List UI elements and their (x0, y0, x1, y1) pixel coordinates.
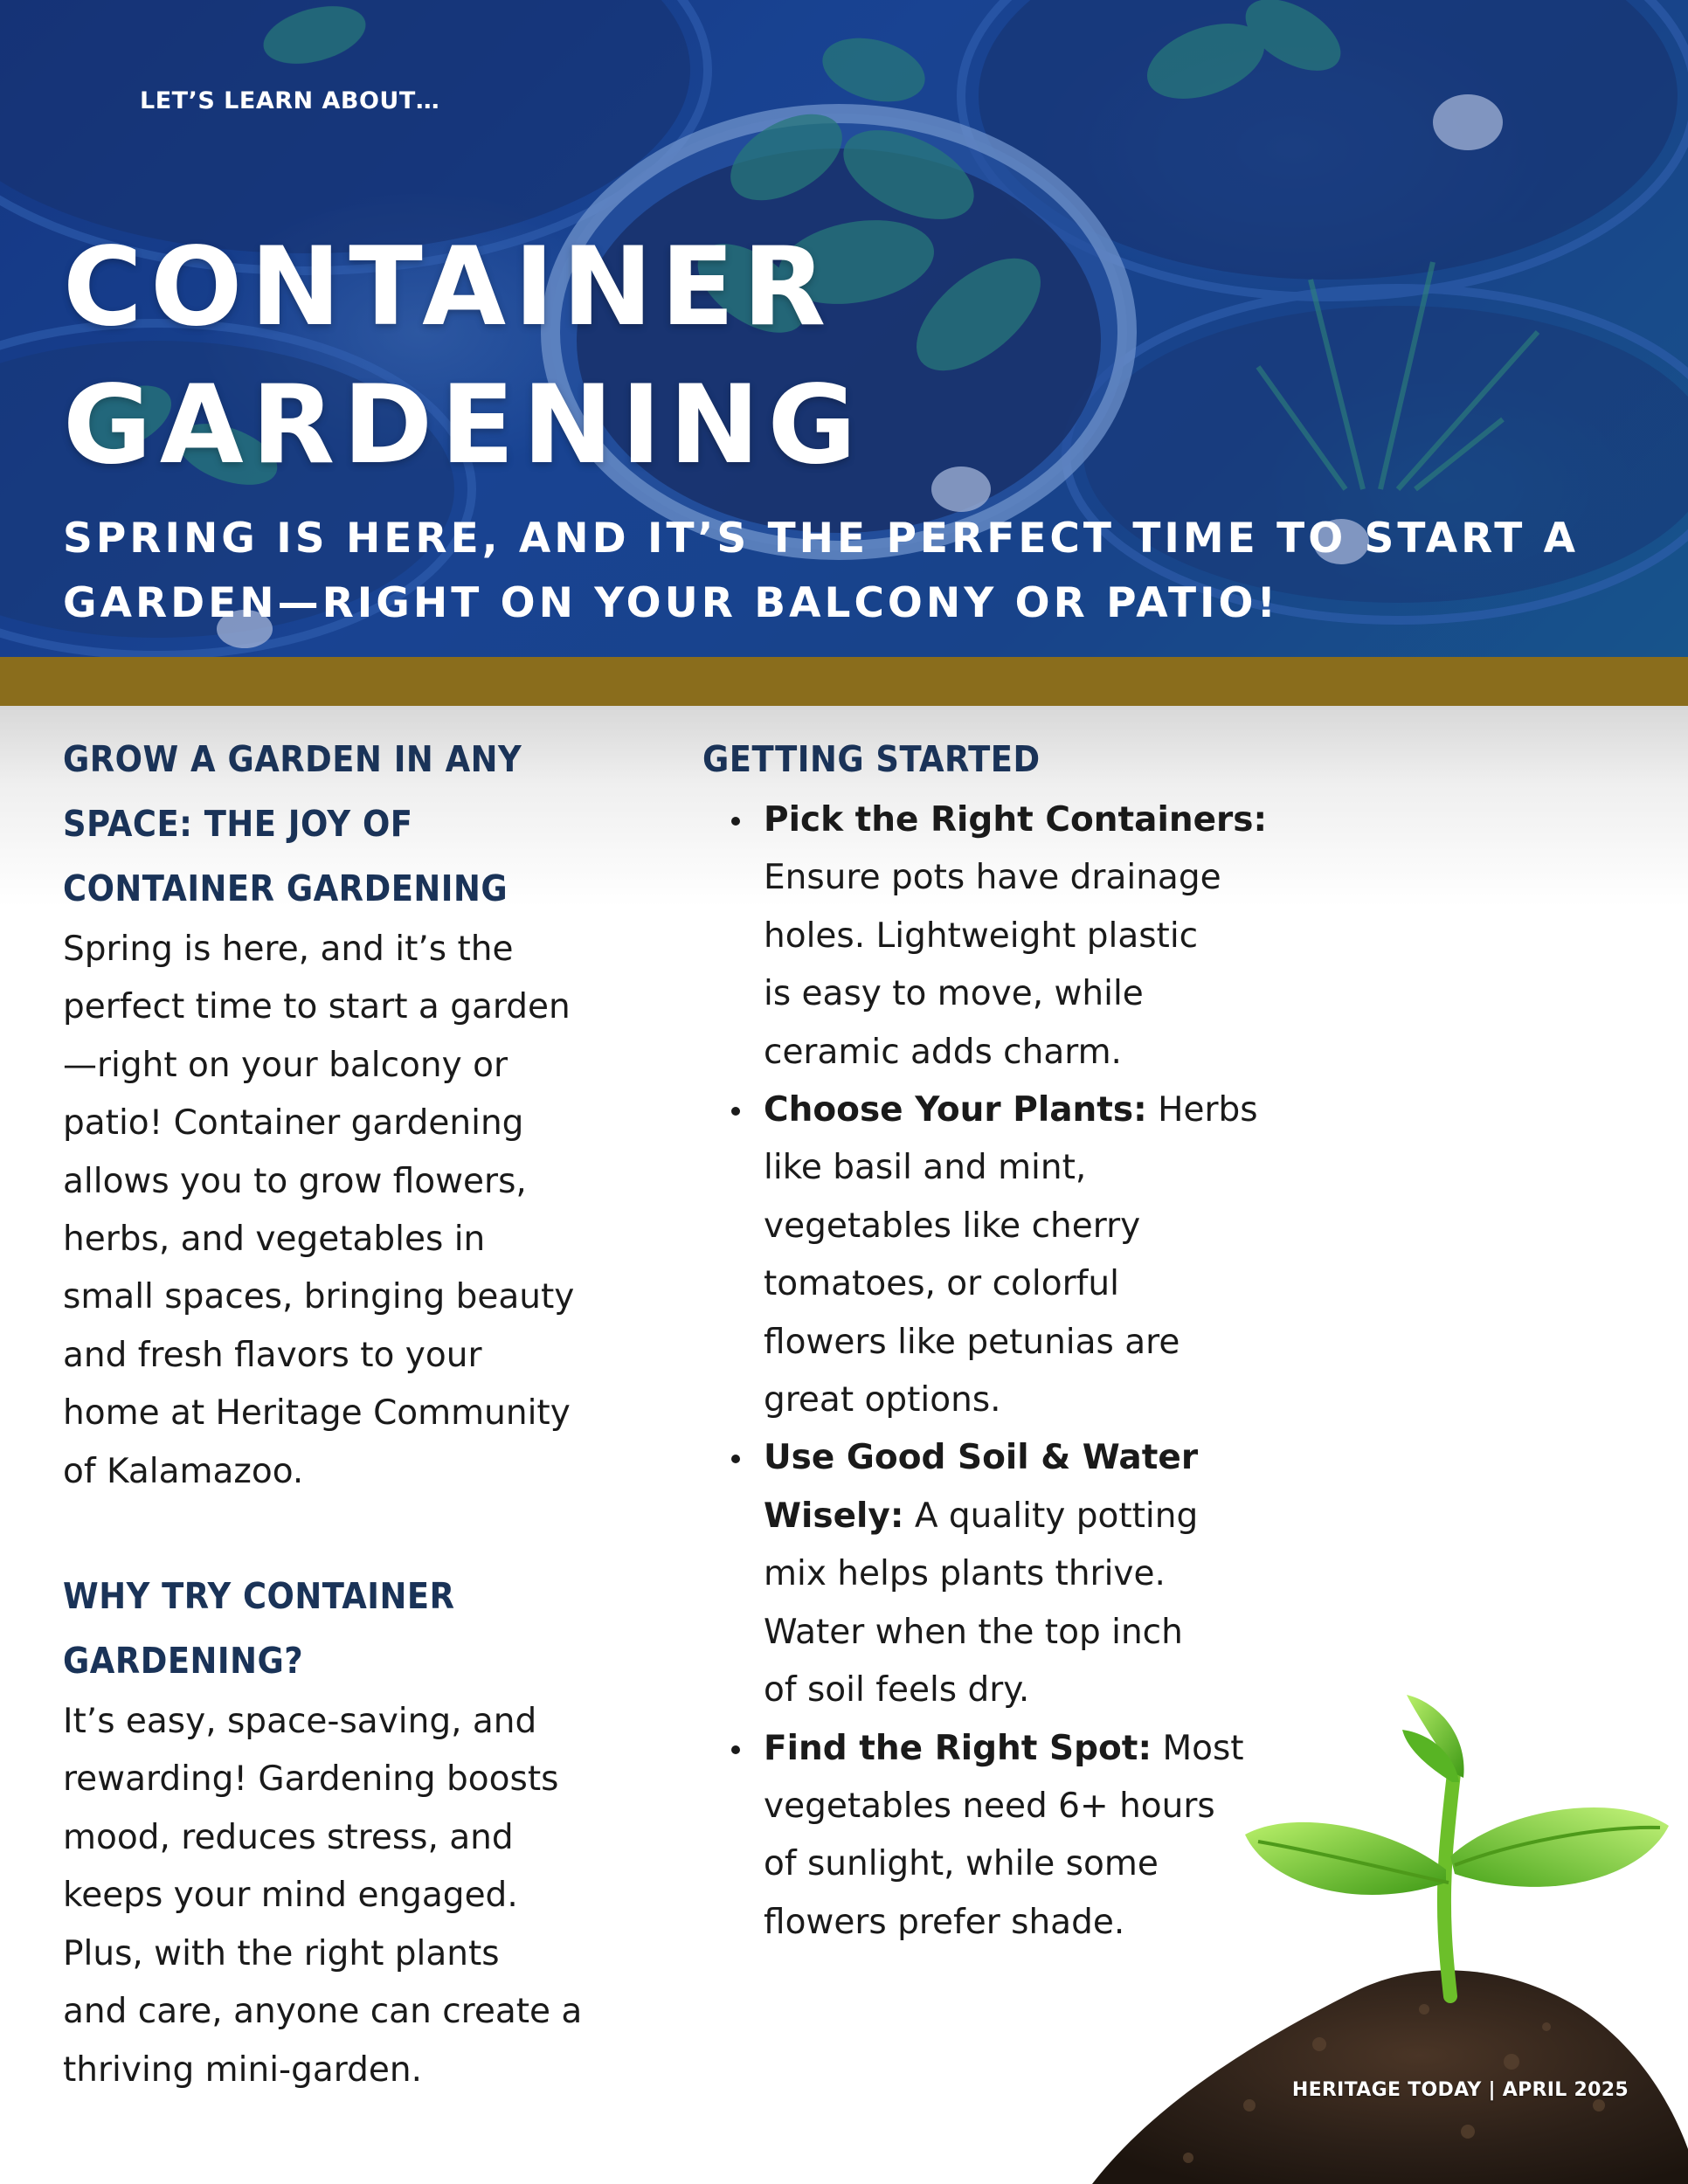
heading-line: GROW A GARDEN IN ANY (63, 738, 522, 780)
tip-line: ceramic adds charm. (764, 1032, 1122, 1072)
tip-title: Wisely: (764, 1496, 904, 1536)
tip-text: Herbs (1146, 1090, 1258, 1130)
tip-line: flowers prefer shade. (764, 1902, 1125, 1942)
body-line: and fresh flavors to your (63, 1335, 482, 1375)
body-line: It’s easy, space-saving, and (63, 1702, 537, 1742)
list-item (702, 1429, 1314, 1719)
body-line: patio! Container gardening (63, 1103, 524, 1144)
body-line: mood, reduces stress, and (63, 1817, 514, 1857)
tip-line: vegetables need 6+ hours (764, 1786, 1215, 1826)
divider-bar (0, 657, 1688, 706)
heading-line: WHY TRY CONTAINER (63, 1575, 455, 1618)
tip-line: mix helps plants thrive. (764, 1554, 1166, 1594)
body-line: Plus, with the right plants (63, 1933, 500, 1973)
tip-text: Most (1152, 1728, 1244, 1768)
subtitle-line: SPRING IS HERE, AND IT’S THE PERFECT TIME TO START A (63, 515, 1580, 563)
body-line: keeps your mind engaged. (63, 1876, 518, 1916)
section-body-why (63, 1693, 648, 2099)
heading-line: CONTAINER GARDENING (63, 867, 508, 909)
tip-line: Ensure pots have drainage (764, 858, 1221, 898)
body-line: home at Heritage Community (63, 1393, 571, 1434)
page-title (63, 218, 1024, 494)
body-line: —right on your balcony or (63, 1045, 508, 1085)
tip-line: vegetables like cherry (764, 1206, 1141, 1246)
tip-line: like basil and mint, (764, 1148, 1087, 1188)
tip-line: of soil feels dry. (764, 1670, 1030, 1711)
seedling-in-soil-icon (1057, 1695, 1688, 2184)
heading-line: SPACE: THE JOY OF (63, 803, 413, 845)
hero-subtitle (63, 507, 1671, 636)
tip-line: flowers like petunias are (764, 1322, 1180, 1362)
eyebrow-label: LET’S LEARN ABOUT… (140, 87, 440, 114)
section-body-grow (63, 921, 648, 1501)
body-line: allows you to grow flowers, (63, 1161, 527, 1201)
body-line: Spring is here, and it’s the (63, 930, 514, 969)
tip-text: A quality potting (903, 1496, 1199, 1536)
tip-title: Use Good Soil & Water (764, 1438, 1199, 1478)
tip-title: Find the Right Spot: (764, 1728, 1152, 1768)
list-item (702, 791, 1314, 1082)
body-line: herbs, and vegetables in (63, 1220, 486, 1260)
section-heading-grow (63, 727, 648, 921)
body-line: of Kalamazoo. (63, 1451, 304, 1491)
body-line: perfect time to start a garden (63, 987, 571, 1027)
tip-line: great options. (764, 1380, 1001, 1420)
section-heading-why (63, 1564, 648, 1693)
subtitle-line: GARDEN—RIGHT ON YOUR BALCONY OR PATIO! (63, 579, 1279, 627)
body-line: and care, anyone can create a (63, 1992, 583, 2032)
tip-line: holes. Lightweight plastic (764, 916, 1199, 956)
title-line: GARDENING (63, 363, 865, 488)
heading-line: GARDENING? (63, 1640, 304, 1683)
footer-credit: HERITAGE TODAY | APRIL 2025 (1291, 2079, 1629, 2101)
tip-line: is easy to move, while (764, 974, 1144, 1014)
body-line: rewarding! Gardening boosts (63, 1759, 559, 1800)
body-line: small spaces, bringing beauty (63, 1277, 575, 1317)
list-item (702, 1082, 1314, 1429)
hero-banner (0, 0, 1688, 657)
left-column (63, 727, 648, 2099)
title-line: CONTAINER (63, 225, 834, 350)
body-line: thriving mini-garden. (63, 2049, 422, 2090)
tip-line: tomatoes, or colorful (764, 1264, 1119, 1304)
section-heading-getting-started: GETTING STARTED (702, 738, 1041, 780)
tip-title: Pick the Right Containers: (764, 800, 1268, 840)
tip-line: of sunlight, while some (764, 1844, 1159, 1884)
tip-line: Water when the top inch (764, 1612, 1183, 1652)
tip-title: Choose Your Plants: (764, 1090, 1147, 1130)
